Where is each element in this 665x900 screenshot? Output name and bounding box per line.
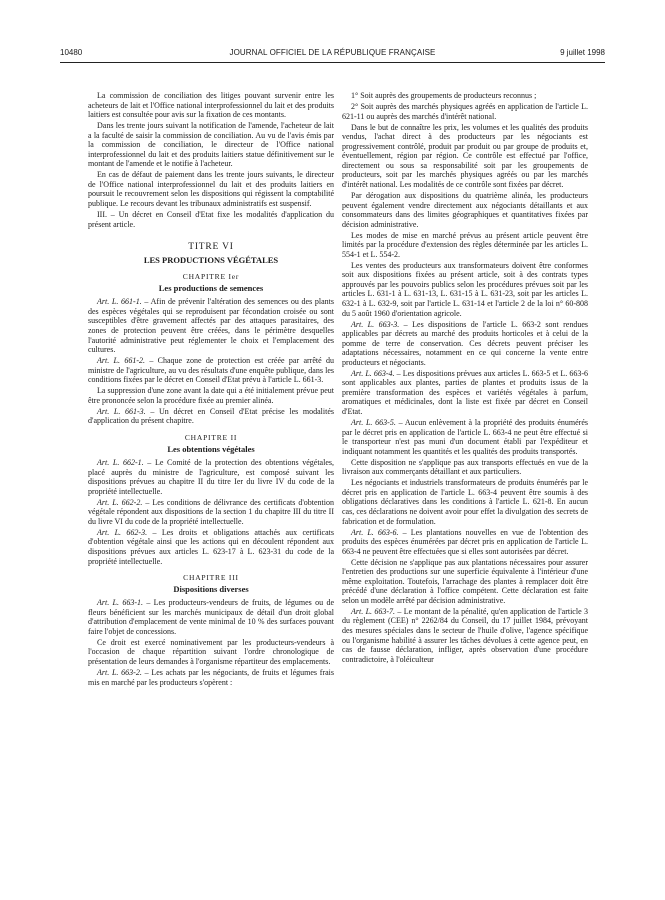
article	[342, 418, 588, 456]
paragraph: III. – Un décret en Conseil d'Etat fixe les modalités d'application du présent article.	[88, 210, 334, 229]
article-text: – Les achats par les négociants, de fruits et légumes frais mis en marché par les producteurs s'opèrent :	[88, 667, 335, 687]
article-ref: Art. L. 662-2.	[97, 497, 143, 507]
article	[88, 407, 334, 426]
article-ref: Art. L. 662-1.	[97, 458, 144, 468]
paragraph: Par dérogation aux dispositions du quatrième alinéa, les producteurs peuvent également vendre directement aux négociants détaillants et aux consommateurs dans des limites géographiques et quantitatives fixées par décision administrative.	[342, 190, 588, 229]
chapter-title: Les productions de semences	[158, 282, 264, 293]
paragraph: Ce droit est exercé nominativement par les producteurs-vendeurs à l'occasion de chaque répartition suivant l'ordre chronologique de présentation de leurs demandes à l'organisme répartiteur des emplacements.	[88, 637, 334, 666]
paragraph: 1° Soit auprès des groupements de producteurs reconnus ;	[351, 91, 537, 100]
paragraph: Les négociants et industriels transformateurs de produits énumérés par le décret pris en application de l'article L. 663-4 peuvent être soumis à des obligations déclaratives dans les conditions à l'article L. 621-8. En aucun cas, ces déclarations ne doivent avoir pour effet la divulgation des secrets de fabrication et de formulation.	[342, 478, 588, 526]
paragraph: La commission de conciliation des litiges pouvant survenir entre les acheteurs de lait et l'Office national interprofessionnel du lait et des produits laitiers est consultée pour avis sur la fixation de ces montants.	[88, 91, 334, 120]
article-text: – Les dispositions prévues aux articles L. 663-5 et L. 663-6 sont applicables aux plantes, parties de plantes et produits issus de la première transformation des espèces et variétés végétales à parfum, aromatiques et médicinales, dont la liste est fixée par décret en Conseil d'Etat.	[342, 368, 588, 416]
titre-subheading: LES PRODUCTIONS VÉGÉTALES	[143, 254, 279, 265]
article	[88, 458, 334, 496]
article	[342, 320, 588, 368]
article	[88, 498, 334, 527]
article	[342, 369, 588, 417]
paragraph: Cette disposition ne s'applique pas aux transports effectués en vue de la livraison aux commerçants détaillant et aux particuliers.	[342, 457, 588, 477]
article-text: – Le Comité de la protection des obtentions végétales, placé auprès du ministre de l'agriculture, est composé suivant les dispositions prévues au chapitre II du titre Ier du livre IV du code de la propriété intellectuelle.	[88, 458, 334, 496]
article	[88, 297, 334, 354]
article-text: – Les plantations nouvelles en vue de l'obtention des produits des espèces énumérées par décret pris en application de l'article L. 663-4 ne peuvent être effectuées que si elles sont autorisées par décret.	[342, 527, 588, 556]
article-text: – Les droits et obligations attachés aux certificats d'obtention végétale ainsi que les actions qui en découlent répondent aux dispositions prévues aux articles L. 623-17 à L. 623-31 du code de la propriété intellectuelle.	[88, 527, 334, 566]
article	[88, 528, 334, 566]
article-ref: Art. L. 663-4.	[351, 368, 395, 378]
article	[88, 668, 334, 687]
chapter-heading: CHAPITRE Ier	[182, 272, 240, 282]
article-ref: Art. L. 663-5.	[351, 418, 396, 428]
chapter-title: Les obtentions végétales	[167, 443, 255, 454]
article-ref: Art. L. 661-2.	[97, 356, 145, 366]
header-rule	[60, 62, 605, 63]
paragraph: 2° Soit auprès des marchés physiques agréés en application de l'article L. 621-11 ou auprès des marchés d'intérêt national.	[342, 102, 588, 121]
article-ref: Art. L. 663-7.	[351, 606, 396, 616]
article-ref: Art. L. 661-1.	[97, 297, 142, 307]
chapter-heading: CHAPITRE II	[184, 432, 238, 442]
paragraph: La suppression d'une zone avant la date qui a été initialement prévue peut être prononcée selon la procédure fixée au premier alinéa.	[88, 386, 334, 405]
paragraph: Les ventes des producteurs aux transformateurs doivent être conformes soit aux dispositions fixées au présent article, soit à des contrats types approuvés par les pouvoirs publics selon les procédures prévues soit par les articles L. 631-1 à L. 631-13, L. 631-15 à L. 631-23, soit par les articles L. 632-1 à L. 632-9, soit par l'article L. 631-14 et l'article 2 de la loi n° 60-808 du 5 août 1960 d'orientation agricole.	[342, 260, 588, 318]
issue-date: 9 juillet 1998	[560, 48, 605, 57]
page-number: 10480	[60, 48, 83, 57]
article	[342, 607, 588, 664]
article-ref: Art. L. 663-2.	[97, 667, 142, 677]
article	[88, 598, 334, 636]
article-ref: Art. L. 662-3.	[97, 527, 148, 537]
article-text: – Aucun enlèvement à la propriété des produits énumérés par le décret pris en application de l'article L. 663-4 ne peut être effectué si le transporteur n'est pas muni d'un document établi par l'expéditeur et indiquant notamment les quantités et les qualités des produits transportés.	[342, 418, 588, 456]
paragraph: En cas de défaut de paiement dans les trente jours suivants, le directeur de l'Office national interprofessionnel du lait et des produits laitiers en poursuit le recouvrement selon les dispositions qui régissent la comptabilité publique. Le recours devant les tribunaux administratifs est suspensif.	[88, 170, 334, 209]
journal-title: JOURNAL OFFICIEL DE LA RÉPUBLIQUE FRANÇAISE	[229, 48, 436, 57]
article	[88, 356, 334, 385]
article	[342, 528, 588, 557]
article-text: – Un décret en Conseil d'Etat précise les modalités d'application du présent chapitre.	[88, 406, 335, 426]
running-header	[60, 48, 605, 62]
article-text: – Les dispositions de l'article L. 663-2 sont rendues applicables par décrets au marché des produits horticoles et à celui de la pomme de terre de conservation. Ces décrets peuvent préciser les adaptations nécessaires, notamment en ce qui concerne la vente entre producteurs et négociants.	[342, 319, 588, 367]
article-text: – Le montant de la pénalité, qu'en application de l'article 3 du règlement (CEE) n° 2262/84 du Conseil, du 17 juillet 1984, prévoyant des mesures spéciales dans le secteur de l'huile d'olive, l'agence spécifique ou l'organisme habilité à assurer les tâches dévolues à cette agence peut, en cas de fausse déclaration, infliger, après observation d'une procédure contradictoire, à l'oléiculteur	[342, 606, 588, 664]
article-ref: Art. L. 663-1.	[97, 598, 143, 608]
paragraph: Dans le but de connaître les prix, les volumes et les qualités des produits vendus, l'achat direct à des producteurs par les négociants est progressivement contrôlé, produit par produit ou par groupe de produits et, éventuellement, région par région. Ce contrôle est effectué par l'office, directement ou sous sa responsabilité soit par les groupements de producteurs, soit par les marchés physiques agréés ou par les marchés d'intérêt national. Les modalités de ce contrôle sont fixées par décret.	[342, 122, 588, 189]
article-text: – Les producteurs-vendeurs de fruits, de légumes ou de fleurs bénéficient sur les marchés municipaux de détail d'un droit global d'attribution d'emplacement de vente minimal de 10 % des surfaces pouvant faire l'objet de concessions.	[88, 598, 334, 636]
article-ref: Art. L. 661-3.	[97, 406, 146, 416]
article-ref: Art. L. 663-6.	[351, 527, 399, 537]
left-column	[88, 91, 334, 689]
titre-heading: TITRE VI	[188, 242, 234, 253]
chapter-title: Dispositions diverses	[173, 583, 249, 594]
article-text: – Afin de prévenir l'altération des semences ou des plants des espèces végétales qui se reproduisent par fécondation croisée ou sont susceptibles d'être gravement affectés par des attaques parasitaires, des zones de protection peuvent être créées, dans le périmètre desquelles l'autorité administrative peut réglementer le choix et l'emplacement des cultures.	[88, 297, 334, 355]
paragraph: Cette décision ne s'applique pas aux plantations nécessaires pour assurer l'entretien des productions sur une superficie équivalente à l'intérieur d'une même exploitation. Toutefois, l'arrachage des plantes à remplacer doit être précédé d'une déclaration à l'office compétent. Cette déclaration est faite selon un modèle arrêté par décision administrative.	[342, 557, 588, 605]
chapter-heading: CHAPITRE III	[183, 573, 239, 583]
right-column	[342, 91, 588, 666]
article-text: – Les conditions de délivrance des certificats d'obtention végétale répondent aux dispositions de la section 1 du chapitre III du titre II du livre VI du code de la propriété intellectuelle.	[88, 497, 335, 526]
paragraph: Dans les trente jours suivant la notification de l'amende, l'acheteur de lait a la faculté de saisir la commission de conciliation. Au vu de l'avis émis par la commission de conciliation, le directeur de l'Office national interprofessionnel du lait et des produits laitiers statue définitivement sur le montant de l'amende et le notifie à l'acheteur.	[88, 121, 334, 169]
article-ref: Art. L. 663-3.	[351, 319, 400, 329]
article-text: – Chaque zone de protection est créée par arrêté du ministre de l'agriculture, au vu des résultats d'une enquête publique, dans les conditions fixées par le décret en Conseil d'Etat prévu à l'article L. 661-3.	[88, 356, 334, 385]
paragraph: Les modes de mise en marché prévus au présent article peuvent être limités par la procédure d'extension des règles déterminée par les articles L. 554-1 et L. 554-2.	[342, 230, 588, 259]
